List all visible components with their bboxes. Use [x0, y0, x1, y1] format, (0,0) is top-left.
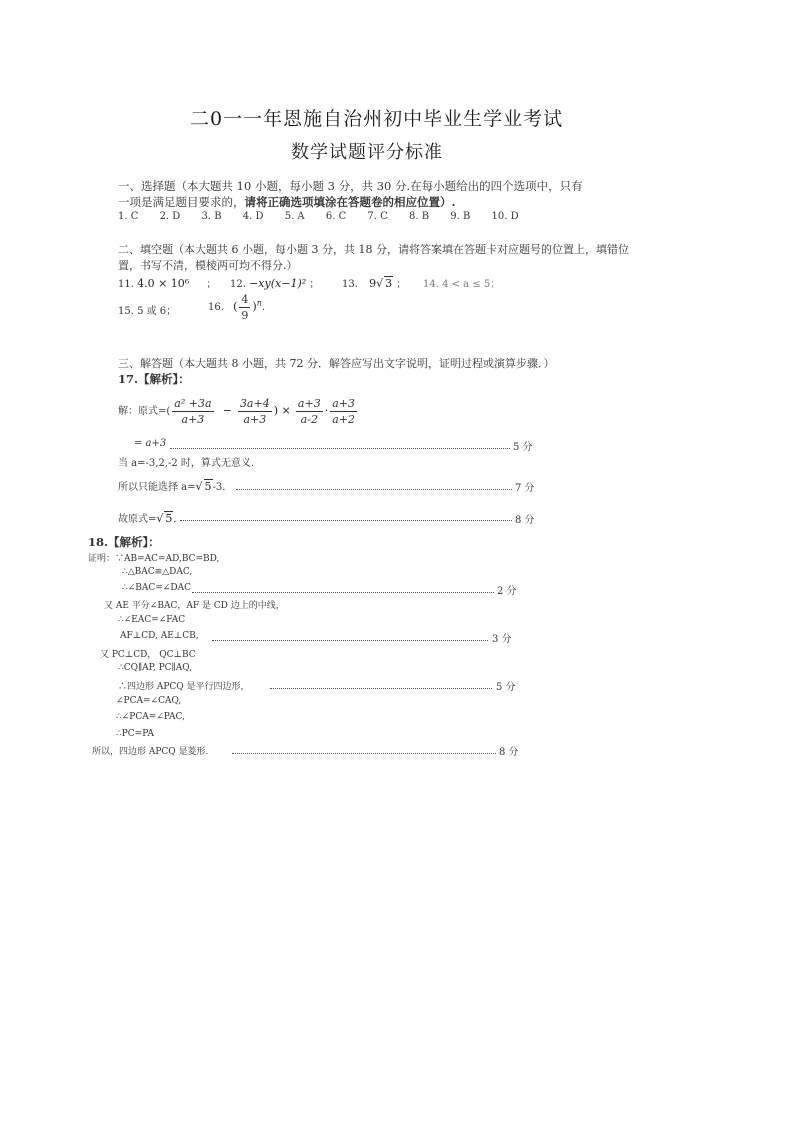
section1-instructions-line2	[118, 194, 456, 210]
answer-2: 2. D	[159, 211, 181, 222]
q18-line-4: 又 AE 平分∠BAC，AF 是 CD 边上的中线，	[104, 601, 285, 611]
answer-15: 15. 5 或 6；	[118, 306, 177, 317]
section3-instructions: 三、解答题（本大题共 8 小题，共 72 分．解答应写出文字说明，证明过程或演算步骤．）	[118, 357, 555, 370]
answer-9: 9. B	[450, 211, 471, 222]
q17-step1: = a+3	[134, 438, 167, 449]
answer-5: 5. A	[284, 211, 305, 222]
answer-11: 11. 4.0 × 10⁶ ；	[118, 277, 217, 290]
q17-step3-score: 7 分	[515, 483, 535, 494]
q18-line-6-leader	[212, 640, 488, 641]
answer-6: 6. C	[325, 211, 347, 222]
q17-header: 17.【解析】：	[118, 372, 190, 386]
section2-instructions-line1: 二、填空题（本大题共 6 小题，每小题 3 分，共 18 分，请将答案填在答题卡对应题号的位置上，填错位	[118, 243, 629, 256]
q17-step4-leader	[180, 520, 512, 521]
section2-instructions-line2: 置，书写不清，模棱两可均不得分.）	[118, 259, 298, 272]
page-title: 二0一一年恩施自治州初中毕业生学业考试	[190, 108, 564, 130]
answer-10: 10. D	[491, 211, 519, 222]
q17-step1-score: 5 分	[513, 442, 533, 453]
section1-instructions-line1: 一、选择题（本大题共 10 小题，每小题 3 分，共 30 分.在每小题给出的四个选项中，只有	[118, 179, 583, 193]
answer-16: 16. ( $\frac{4}{9}$ )$^n$.	[208, 293, 266, 322]
q17-step4: 故原式=√ 5．	[118, 512, 184, 525]
q18-score-2: 3 分	[492, 634, 512, 645]
answer-14: 14. 4 < a ≤ 5；	[423, 279, 501, 290]
answer-4: 4. D	[242, 211, 264, 222]
q18-line-13-leader	[232, 753, 496, 754]
q18-line-3-leader	[192, 592, 494, 593]
q17-step3-leader	[236, 489, 512, 490]
q17-step4-score: 8 分	[515, 515, 535, 526]
answer-13: 13. 9√ 3 ；	[342, 277, 407, 290]
q17-expression: 解：原式=( $\frac{\text{a² +3a}}{a+3}$ − $\frac{3a+4}{a+3}$ ) × $\frac{a+3}{a-2}$ · $\frac{a+3}{a+2}$	[118, 397, 355, 426]
q18-line-9-leader	[270, 688, 492, 689]
answer-1: 1. C	[118, 211, 139, 222]
q18-score-1: 2 分	[497, 586, 517, 597]
q18-line-12: ∴PC=PA	[116, 729, 154, 739]
q18-header: 18.【解析】：	[88, 535, 160, 549]
q18-line-1: 证明：∵AB=AC=AD,BC=BD,	[88, 554, 220, 564]
q18-line-5: ∴∠EAC=∠FAC	[118, 615, 186, 625]
section1-answers	[118, 211, 537, 222]
q17-step3: 所以只能选择 a=√ 5-3．	[118, 480, 233, 493]
q17-step1-leader	[170, 448, 510, 449]
q17-step2: 当 a=-3,2,-2 时，算式无意义．	[118, 458, 261, 469]
section1-instructions-line2a: 一项是满足题目要求的，	[118, 195, 245, 209]
section1-instructions-line2b: 请将正确选项填涂在答题卷的相应位置）.	[244, 195, 456, 209]
q18-line-2: ∴△BAC≌△DAC,	[122, 567, 193, 577]
q18-line-13: 所以，四边形 APCQ 是菱形．	[92, 747, 215, 757]
answer-12: 12. −xy(x−1)² ；	[230, 277, 320, 290]
q18-line-9: ∴四边形 APCQ 是平行四边形，	[118, 682, 250, 692]
q18-score-4: 8 分	[499, 747, 519, 758]
answer-3: 3. B	[201, 211, 222, 222]
q18-line-3: ∴∠BAC=∠DAC	[122, 583, 191, 593]
answer-7: 7. C	[367, 211, 388, 222]
answer-8: 8. B	[408, 211, 430, 222]
q18-line-7: 又 PC⊥CD， QC⊥BC	[100, 650, 196, 660]
q18-line-6: AF⊥CD, AE⊥CB,	[120, 631, 199, 641]
page-subtitle: 数学试题评分标准	[291, 142, 443, 163]
q18-line-10: ∠PCA=∠CAQ,	[116, 696, 182, 706]
q18-line-8: ∴CQ∥AP, PC∥AQ,	[118, 663, 192, 673]
q18-line-11: ∴∠PCA=∠PAC,	[116, 712, 185, 722]
q18-score-3: 5 分	[496, 682, 516, 693]
